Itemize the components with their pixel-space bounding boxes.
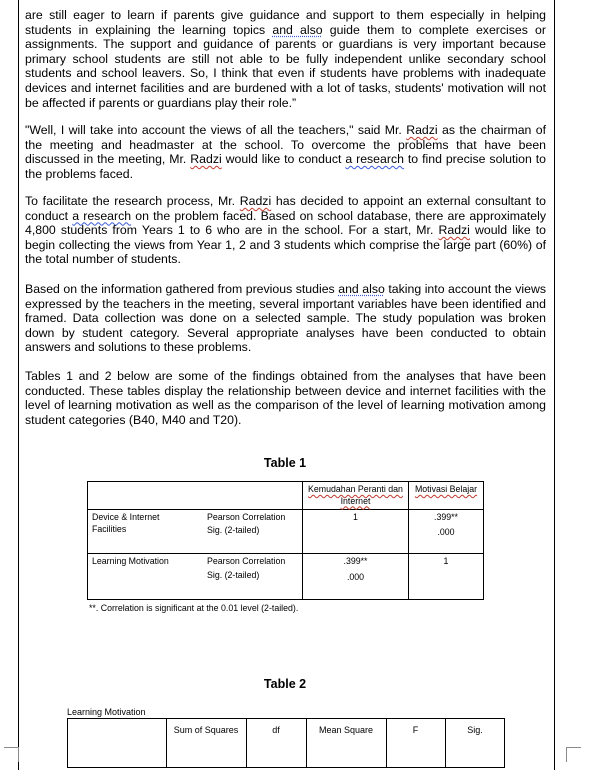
table1-caption: Table 1 xyxy=(263,456,307,470)
table1-value: .000 xyxy=(437,527,455,537)
table1-col-header-device: Kemudahan Peranti dan Internet xyxy=(308,484,403,506)
table1-row-label: Device & Internet Facilities xyxy=(92,512,160,534)
table1-value: .000 xyxy=(346,572,365,582)
paragraph-tables-intro: Tables 1 and 2 below are some of the findings obtained from the analyses that have been conducted. These tables display the relationship between device and internet facilities with the level of learning motivation as well as the comparison of the level of learning motivation among student categories (B40, M40 and T20). xyxy=(25,369,546,427)
table1-divider xyxy=(302,481,303,600)
table1-stat-label: Sig. (2-tailed) xyxy=(207,570,260,580)
table1-divider xyxy=(408,481,409,600)
table2-col-header: Sum of Squares xyxy=(173,725,239,735)
paragraph-variables: Based on the information gathered from previous studies and also taking into account the views expressed by the teachers in the meeting, several important variables have been identified and framed. Data collection was done on a selected sample. The study population was broken down by student category. Several appropriate analyses have been conducted to obtain answers and solutions to these problems. xyxy=(25,282,547,355)
table1-value: .399** xyxy=(343,556,368,566)
table2-col-header: Mean Square xyxy=(318,725,374,735)
margin-corner-mark xyxy=(4,747,19,762)
table2-col-header: Sig. xyxy=(467,725,483,735)
table1-stat-label: Pearson Correlation xyxy=(207,556,286,566)
paragraph-research-process: To facilitate the research process, Mr. Radzi has decided to appoint an external consultant to conduct a research on the problem faced. Based on school database, there are approximately 4,800 students from Years 1 to 6 who are in the school. For a start, Mr. Radzi would like to begin collecting the views from Year 1, 2 and 3 students which comprise the large part (60%) of the total number of students. xyxy=(25,194,546,267)
table1-value: .399** xyxy=(434,512,458,522)
table2-caption: Table 2 xyxy=(263,677,307,691)
paragraph-parent-guidance: are still eager to learn if parents give guidance and support to them especially in helping students in explaining the learning topics and also guide them to complete exercises or assignments. The support and guidance of parents or guardians is very important because primary school students are still not able to be fully independent unlike secondary school students and school leavers. So, I think that even if students have problems with inadequate devices and internet facilities and are burdened with a lot of tasks, students' motivation will not be affected if parents or guardians play their role.” xyxy=(25,8,546,110)
table1-value: 1 xyxy=(443,556,449,566)
paragraph-chairman-statement: "Well, I will take into account the views of all the teachers," said Mr. Radzi as the chairman of the meeting and headmaster at the school. To overcome the problems that have been discussed in the meeting, Mr. Radzi would like to conduct a research to find precise solution to the problems faced. xyxy=(25,123,547,181)
margin-corner-mark xyxy=(566,747,581,762)
table2-col-header: F xyxy=(412,725,419,735)
table1-stat-label: Sig. (2-tailed) xyxy=(207,525,260,535)
table2-label: Learning Motivation xyxy=(67,707,146,717)
table1-value: 1 xyxy=(353,512,358,522)
table2-col-header: df xyxy=(272,725,280,735)
table1-header-rule xyxy=(87,509,484,510)
table1-stat-label: Pearson Correlation xyxy=(207,512,286,522)
table1-footnote: **. Correlation is significant at the 0.01 level (2-tailed). xyxy=(89,603,299,613)
table1-row-label: Learning Motivation xyxy=(92,556,169,566)
table1-row-rule xyxy=(87,553,484,554)
table1-col-header-motivation: Motivasi Belajar xyxy=(414,484,478,494)
table1-frame xyxy=(87,481,484,600)
